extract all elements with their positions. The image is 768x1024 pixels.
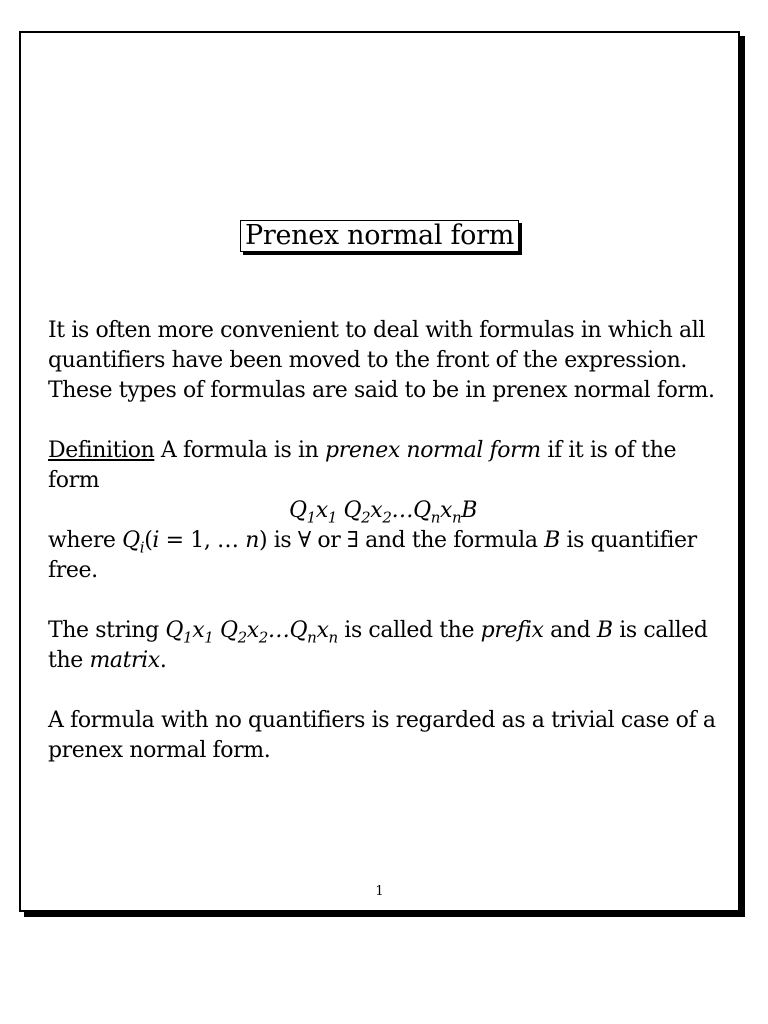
where-paragraph: where $Q_i(i = 1$, … n) is ∀ or ∃ and the formula B is quantifier free. (48, 528, 697, 583)
paragraph-spacer (48, 586, 718, 616)
intro-paragraph: It is often more convenient to deal with formulas in which all quantifiers have been moved to the front of the expression. These types of formulas are said to be in prenex normal form. (48, 318, 715, 403)
closing-paragraph: A formula with no quantifiers is regarded as a trivial case of a prenex normal form. (48, 708, 716, 763)
prenex-equation: $Q_1x_1$ $Q_2x_2\dots Q_nx_nB$ (288, 498, 478, 527)
definition-text-b: if it is of the form (48, 438, 677, 493)
definition-term: prenex normal form (325, 438, 541, 463)
definition-paragraph (48, 436, 718, 496)
definition-text-a: A formula is in (154, 438, 326, 463)
prefix-paragraph: The string $Q_1x_1$ $Q_2x_2\dots Q_nx_n$ is called the prefix and B is called the matrix. (48, 618, 708, 673)
prefix-term: prefix (480, 618, 544, 643)
paragraph-spacer (48, 676, 718, 706)
definition-label: Definition (48, 438, 155, 463)
paragraph-spacer (48, 406, 718, 436)
page-title: Prenex normal form (240, 220, 519, 252)
page-number: 1 (375, 884, 384, 899)
matrix-term: matrix (89, 648, 160, 673)
slide-body (48, 316, 718, 766)
slide-page (19, 31, 740, 912)
title-container (21, 220, 738, 252)
